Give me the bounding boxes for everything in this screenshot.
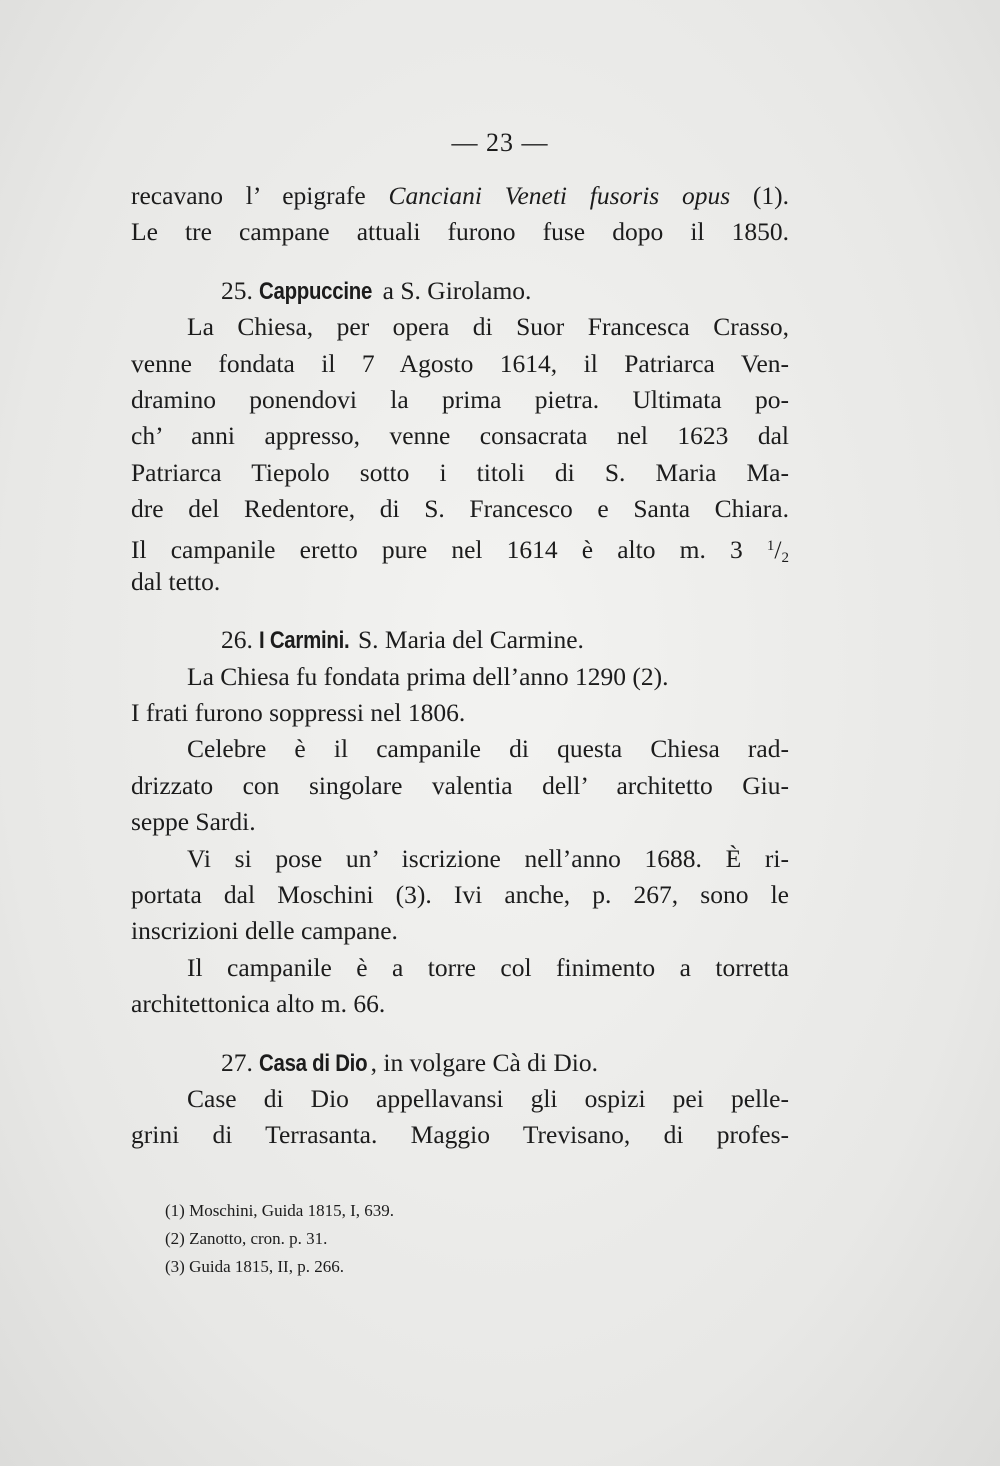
text-line: Vi si pose un’ iscrizione nell’anno 1688. È ri-	[187, 843, 789, 873]
text-line: recavano l’ epigrafe Canciani Veneti fusoris opus (1).	[131, 181, 789, 210]
text-line: Case di Dio appellavansi gli ospizi pei pelle-	[187, 1083, 789, 1113]
text-line: venne fondata il 7 Agosto 1614, il Patriarca Ven-	[131, 348, 789, 378]
text-line: Patriarca Tiepolo sotto i titoli di S. Maria Ma-	[131, 457, 789, 487]
footnote-2: (2) Zanotto, cron. p. 31.	[165, 1229, 328, 1248]
text-line: I frati furono soppressi nel 1806.	[131, 698, 466, 728]
text-line: architettonica alto m. 66.	[131, 989, 386, 1019]
section-heading-27: 27. Casa di Dio , in volgare Cà di Dio.	[131, 1045, 789, 1081]
text-line: grini di Terrasanta. Maggio Trevisano, di profes-	[131, 1120, 789, 1150]
text-line: ch’ anni appresso, venne consacrata nel 1623 dal	[131, 421, 789, 451]
text-line: seppe Sardi.	[131, 807, 256, 837]
section-title: Cappuccine	[259, 277, 373, 305]
text-line: dal tetto.	[131, 566, 221, 596]
text-line: dramino ponendovi la prima pietra. Ultimata po-	[131, 384, 789, 414]
section-title: I Carmini.	[259, 627, 350, 655]
text-line: portata dal Moschini (3). Ivi anche, p. 267, sono le	[131, 880, 789, 910]
text-line: La Chiesa, per opera di Suor Francesca Crasso,	[187, 312, 789, 342]
section-heading-25: 25. Cappuccine a S. Girolamo.	[131, 273, 789, 309]
text-line: drizzato con singolare valentia dell’ architetto Giu-	[131, 770, 789, 800]
text-line: inscrizioni delle campane.	[131, 916, 398, 946]
text-line: La Chiesa fu fondata prima dell’anno 1290 (2).	[187, 661, 669, 691]
text-line: Le tre campane attuali furono fuse dopo il 1850.	[131, 217, 789, 247]
footnotes	[165, 1197, 394, 1281]
text-line: Celebre è il campanile di questa Chiesa rad-	[187, 734, 789, 764]
text-line: Il campanile eretto pure nel 1614 è alto m. 3 $^1/_2$	[131, 534, 789, 566]
italic-inscription: Canciani Veneti fusoris opus	[388, 181, 731, 210]
footnote-1: (1) Moschini, Guida 1815, I, 639.	[165, 1201, 395, 1220]
text-line: dre del Redentore, di S. Francesco e Santa Chiara.	[131, 494, 789, 524]
body-text	[131, 178, 789, 1154]
page-number: — 23 —	[451, 128, 549, 157]
section-heading-26: 26. I Carmini. S. Maria del Carmine.	[131, 622, 789, 658]
footnote-3: (3) Guida 1815, II, p. 266.	[165, 1257, 344, 1276]
text-line: Il campanile è a torre col finimento a torretta	[187, 952, 789, 982]
section-title: Casa di Dio	[259, 1049, 368, 1077]
